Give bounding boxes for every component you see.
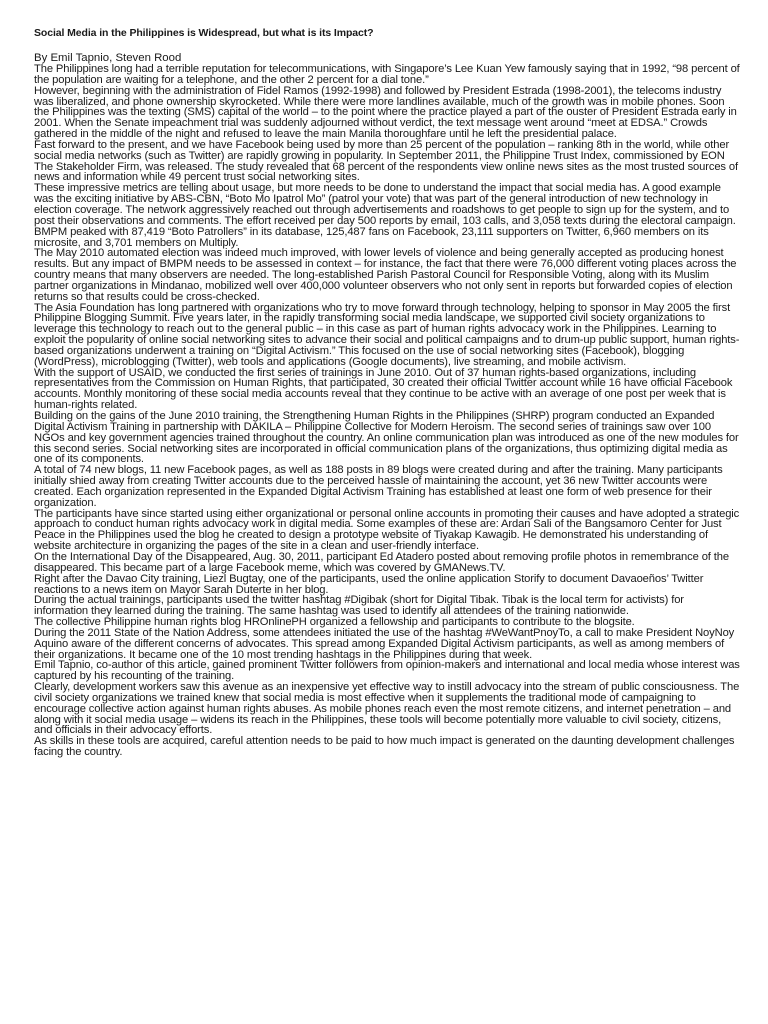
paragraph: During the 2011 State of the Nation Address, some attendees initiated the use of the hashtag #WeWantPnoyTo, a call to make President NoyNoy Aquino aware of the different concerns of advocates. This spread among Expanded Digital Activism participants, as well as among members of their organizations. It became one of the 10 most trending hashtags in the Philippines during that week. [34, 626, 735, 661]
paragraph: The collective Philippine human rights blog HROnlinePH organized a fellowship and participants to contribute to the blogsite. [34, 616, 635, 629]
paragraph: A total of 74 new blogs, 11 new Facebook pages, as well as 188 posts in 89 blogs were created during and after the training. Many participants initially shied away from creating Twitter accounts due to the perceived hassle of maintaining the account, yet 36 new Twitter accounts were created. Each organization represented in the Expanded Digital Activism Training has established at least one form of web presence for their organization. [34, 464, 723, 509]
paragraph: These impressive metrics are telling about usage, but more needs to be done to understand the impact that social media has. A good example was the exciting initiative by ABS-CBN, “Boto Mo Ipatrol Mo” (patrol your vote) that was part of the general introduction of new technology in election coverage. The network aggressively reached out through advertisements and roadshows to get people to sign up for the system, and to post their observations and comments. The effort received per day 500 reports by email, 103 calls, and 3,058 texts during the electoral campaign. BMPM peaked with 87,419 “Boto Patrollers” in its database, 125,487 fans on Facebook, 23,111 supporters on Twitter, 6,960 members on its microsite, and 3,701 members on Multiply. [34, 182, 736, 249]
paragraph: The May 2010 automated election was indeed much improved, with lower levels of violence and being generally accepted as producing honest results. But any impact of BMPM needs to be assessed in context – for instance, the fact that there were 76,000 different voting places across the country means that many observers are needed. The long-established Parish Pastoral Council for Responsible Voting, along with its Muslim partner organizations in Mindanao, mobilized well over 400,000 volunteer observers who not only sent in reports but forwarded copies of election returns so that results could be cross-checked. [34, 247, 737, 303]
article-byline: By Emil Tapnio, Steven Rood [34, 52, 182, 64]
paragraph: The Philippines long had a terrible reputation for telecommunications, with Singapore’s Lee Kuan Yew famously saying that in 1992, “98 percent of the population are waiting for a telephone, and the other 2 percent for a dial tone.” [34, 63, 740, 86]
paragraph: The Asia Foundation has long partnered with organizations who try to move forward through technology, helping to sponsor in May 2005 the first Philippine Blogging Summit. Five years later, in the rapidly transforming social media landscape, we supported civil society organizations to leverage this technology to reach out to the general public – in this case as part of human rights advocacy work in the Philippines. Learning to exploit the popularity of online social networking sites to advance their social and political campaigns and to drum-up public support, human rights-based organizations underwent a training on “Digital Activism.” This focused on the use of social networking sites (Facebook), blogging (WordPress), microblogging (Twitter), web tools and applications (Google documents), live streaming, and mobile activism. [34, 301, 740, 368]
paragraph: Building on the gains of the June 2010 training, the Strengthening Human Rights in the Philippines (SHRP) program conducted an Expanded Digital Activism Training in partnership with DAKILA – Philippine Collective for Modern Heroism. The second series of trainings saw over 100 NGOs and key government agencies trained throughout the country. An online communication plan was introduced as one of the new modules for this second series. Social networking sites are incorporated in official communication plans of the organizations, thus optimizing digital media as one of its components. [34, 410, 739, 466]
paragraph: On the International Day of the Disappeared, Aug. 30, 2011, participant Ed Atadero posted about removing profile photos in remembrance of the disappeared. This became part of a large Facebook meme, which was covered by GMANews.TV. [34, 550, 729, 574]
paragraph: Clearly, development workers saw this avenue as an inexpensive yet effective way to instill advocacy into the stream of public consciousness. The civil society organizations we trained knew that social media is most effective when it supplements the traditional mode of campaigning to encourage collective action against human rights abuses. As mobile phones reach even the most remote citizens, and internet penetration – and along with it social media usage – widens its reach in the Philippines, these tools will become potentially more valuable to civil society, citizens, and officials in their advocacy efforts. [34, 681, 740, 737]
paragraph: Fast forward to the present, and we have Facebook being used by more than 25 percent of the population – ranking 8th in the world, while other social media networks (such as Twitter) are rapidly growing in popularity. In September 2011, the Philippine Trust Index, commissioned by EON The Stakeholder Firm, was released. The study revealed that 68 percent of the respondents view online news sites as the most trusted sources of news and information while 49 percent trust social networking sites. [34, 138, 738, 184]
paragraph: With the support of USAID, we conducted the first series of trainings in June 2010. Out of 37 human rights-based organizations, including representatives from the Commission on Human Rights, that participated, 30 created their official Twitter account while 16 have official Facebook accounts. Monthly monitoring of these social media accounts reveal that they continue to be active with an average of one post per week that is human-rights related. [34, 366, 733, 412]
paragraph: The participants have since started using either organizational or personal online accounts in promoting their causes and have adopted a strategic approach to conduct human rights advocacy work in digital media. Some examples of these are: Ardan Sali of the Bangsamoro Center for Just Peace in the Philippines used the blog he created to design a prototype website of Tiyakap Kawagib. He demonstrated his understanding of website architecture in organizing the pages of the site in a clean and user-friendly interface. [34, 507, 740, 553]
article [34, 27, 740, 758]
paragraph: During the actual trainings, participants used the twitter hashtag #Digibak (short for Digital Tibak. Tibak is the local term for activists) for information they learned during the training. The same hashtag was used to identify all attendees of the training nationwide. [34, 594, 684, 618]
paragraph: However, beginning with the administration of Fidel Ramos (1992-1998) and followed by President Estrada (1998-2001), the telecoms industry was liberalized, and phone ownership skyrocketed. While there were more landlines available, much of the growth was in mobile phones. Soon the Philippines was the texting (SMS) capital of the world – to the point where the practice played a part of the ouster of President Estrada early in 2001. When the Senate impeachment trial was suddenly adjourned without verdict, the text message went around “meet at EDSA.” Crowds gathered in the middle of the night and refused to leave the main Manila thoroughfare until he left the presidential palace. [34, 84, 737, 141]
paragraph: Right after the Davao City training, Liezl Bugtay, one of the participants, used the online application Storify to document Davaoeños’ Twitter reactions to a news item on Mayor Sarah Duterte in her blog. [34, 572, 704, 596]
paragraph: Emil Tapnio, co-author of this article, gained prominent Twitter followers from opinion-makers and international and local media whose interest was captured by his recounting of the training. [34, 659, 740, 683]
paragraph: As skills in these tools are acquired, careful attention needs to be paid to how much impact is generated on the daunting development challenges facing the country. [34, 735, 735, 759]
article-title: Social Media in the Philippines is Widespread, but what is its Impact? [34, 27, 374, 39]
article-body [34, 64, 740, 758]
